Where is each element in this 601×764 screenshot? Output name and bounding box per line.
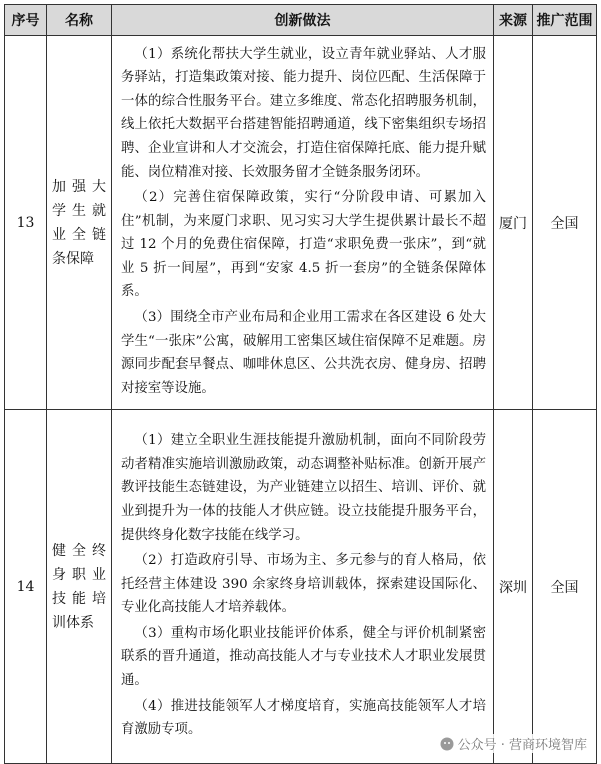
row-method <box>112 410 494 764</box>
row-number: 14 <box>5 410 47 764</box>
method-paragraph: （3）重构市场化职业技能评价体系，健全与评价机制紧密联系的晋升通道，推动高技能人才与专业技术人才职业发展贯通。 <box>121 625 486 689</box>
header-name: 名称 <box>47 5 112 36</box>
table-header-row <box>5 5 597 36</box>
method-paragraph: （1）系统化帮扶大学生就业，设立青年就业驿站、人才服务驿站，打造集政策对接、能力提升、岗位匹配、生活保障于一体的综合性服务平台。建立多维度、常态化招聘服务机制，线上依托大数据平台搭建智能招聘通道，线下密集组织专场招聘、企业宣讲和人才交流会，打造住宿保障托底、能力提升赋能、岗位精准对接、长效服务留才全链条服务闭环。 <box>121 46 486 180</box>
method-paragraph: （3）围绕全市产业布局和企业用工需求在各区建设 6 处大学生“一张床”公寓，破解用工密集区域住宿保障不足难题。房源同步配套早餐点、咖啡休息区、公共洗衣房、健身房、招聘对接室等设施。 <box>121 310 486 396</box>
method-paragraph: （4）推进技能领军人才梯度培育，实施高技能领军人才培育激励专项。 <box>121 698 486 738</box>
table-row <box>5 36 597 410</box>
table-row <box>5 410 597 764</box>
watermark <box>440 734 587 753</box>
row-name: 加强大学生就业全链条保障 <box>47 36 112 410</box>
innovation-table <box>4 4 597 764</box>
header-source: 来源 <box>494 5 533 36</box>
row-source: 厦门 <box>494 36 533 410</box>
header-scope: 推广范围 <box>533 5 597 36</box>
method-paragraph: （2）打造政府引导、市场为主、多元参与的育人格局，依托经营主体建设 390 余家终身培训载体，探索建设国际化、专业化高技能人才培养载体。 <box>121 553 486 616</box>
method-paragraph: （2）完善住宿保障政策，实行“分阶段申请、可累加入住”机制，为来厦门求职、见习实习大学生提供累计最长不超过 12 个月的免费住宿保障，打造“求职免费一张床”，到“就业 5 折一间屋”，再到“安家 4.5 折一套房”的全链条保障体系。 <box>121 190 486 300</box>
row-number: 13 <box>5 36 47 410</box>
header-no: 序号 <box>5 5 47 36</box>
row-name: 健全终身职业技能培训体系 <box>47 410 112 764</box>
row-method <box>112 36 494 410</box>
method-paragraph: （1）建立全职业生涯技能提升激励机制，面向不同阶段劳动者精准实施培训激励政策，动态调整补贴标准。创新开展产教评技能生态链建设，为产业链建立以招生、培训、评价、就业到提升为一体的技能人才供应链。设立技能提升服务平台，提供终身化数字技能在线学习。 <box>121 433 486 543</box>
watermark-text: 公众号 · 营商环境智库 <box>457 738 587 753</box>
header-method: 创新做法 <box>112 5 494 36</box>
row-source: 深圳 <box>494 410 533 764</box>
wechat-icon <box>440 737 454 751</box>
row-scope: 全国 <box>533 36 597 410</box>
row-scope: 全国 <box>533 410 597 764</box>
